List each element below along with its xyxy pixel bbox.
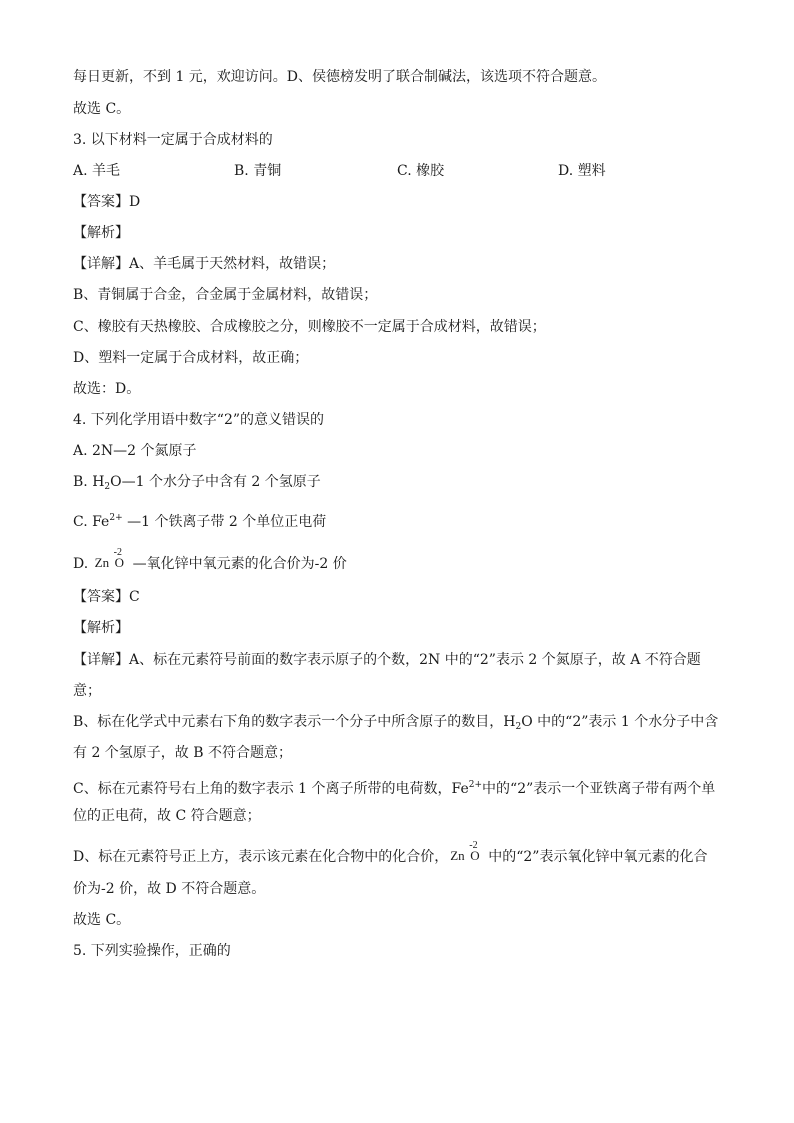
q4-detail-3 [73,776,715,798]
zno-valence-formula [93,547,133,574]
q4-d2-text: O 中的“2”表示 1 个水分子中含 [521,714,719,730]
q4-detail-2-cont: 有 2 个氢原子，故 B 不符合题意； [73,745,292,761]
q4-b-subscript: 2 [104,482,111,492]
zno-zn: Zn [94,555,110,570]
text-line: 故选 C。 [73,101,131,117]
q3-detail-4: D、塑料一定属于合成材料，故正确； [73,350,309,366]
question-5-stem: 5. 下列实验操作，正确的 [73,943,231,959]
q4-detail-1: 【详解】A、标在元素符号前面的数字表示原子的个数，2N 中的“2”表示 2 个氮原子，故 A 不符合题 [73,652,701,668]
q4-b-text: O—1 个水分子中含有 2 个氢原子 [110,474,321,490]
q4-detail-2 [73,713,718,736]
q4-d3-superscript: 2+ [468,780,483,790]
question-3-stem: 3. 以下材料一定属于合成材料的 [73,132,273,148]
q4-c-superscript: 2+ [109,513,123,523]
q4-c-text: C. Fe [73,514,110,530]
text-line: 每日更新，不到 1 元，欢迎访问。D、侯德榜发明了联合制碱法，该选项不符合题意。 [73,69,607,85]
q4-d3-text: C、标在元素符号右上角的数字表示 1 个离子所带的电荷数，Fe [73,781,469,797]
q4-option-a: A. 2N—2 个氮原子 [73,443,197,459]
q3-option-b: B. 青铜 [234,163,282,179]
zno-o: O [470,848,480,863]
q3-detail-2: B、青铜属于合金，合金属于金属材料，故错误； [73,287,378,303]
q4-d4-text: D、标在元素符号正上方，表示该元素在化合物中的化合价， [73,849,449,865]
q4-detail-3-cont: 位的正电荷，故 C 符合题意； [73,808,261,824]
q3-detail-3: C、橡胶有天热橡胶、合成橡胶之分，则橡胶不一定属于合成材料，故错误； [73,319,546,335]
q3-option-c: C. 橡胶 [397,163,445,179]
q4-option-d [73,547,347,574]
q4-d2-subscript: 2 [515,722,522,732]
q4-d2-text: B、标在化学式中元素右下角的数字表示一个分子中所含原子的数目，H [73,714,516,730]
q3-answer: 【答案】D [73,194,141,210]
q4-detail-1-cont: 意； [73,683,101,699]
q4-answer: 【答案】C [73,589,140,605]
q4-conclusion: 故选 C。 [73,912,131,928]
q4-c-text: —1 个铁离子带 2 个单位正电荷 [122,514,327,530]
q4-detail-4 [73,840,708,867]
zno-valence: -2 [469,840,478,851]
question-4-stem: 4. 下列化学用语中数字“2”的意义错误的 [73,412,325,428]
q3-analysis-heading: 【解析】 [73,225,129,241]
q4-d-text: —氧化锌中氧元素的化合价为-2 价 [132,556,347,572]
q3-conclusion: 故选：D。 [73,381,141,397]
q3-option-a: A. 羊毛 [73,163,121,179]
q4-option-b [73,473,321,496]
q4-detail-4-cont: 价为-2 价，故 D 不符合题意。 [73,881,266,897]
q4-d-text: D. [73,556,89,572]
zno-valence: -2 [113,547,122,558]
q4-analysis-heading: 【解析】 [73,620,129,636]
q3-detail-1: 【详解】A、羊毛属于天然材料，故错误； [73,256,336,272]
q4-option-c [73,509,326,531]
q4-d4-text: 中的“2”表示氧化锌中氧元素的化合 [488,849,708,865]
zno-zn: Zn [450,848,465,863]
q4-b-text: B. H [73,474,105,490]
zno-valence-formula [448,840,488,867]
q3-option-d: D. 塑料 [558,163,606,179]
zno-o: O [114,555,125,570]
q4-d3-text: 中的“2”表示一个亚铁离子带有两个单 [482,781,716,797]
